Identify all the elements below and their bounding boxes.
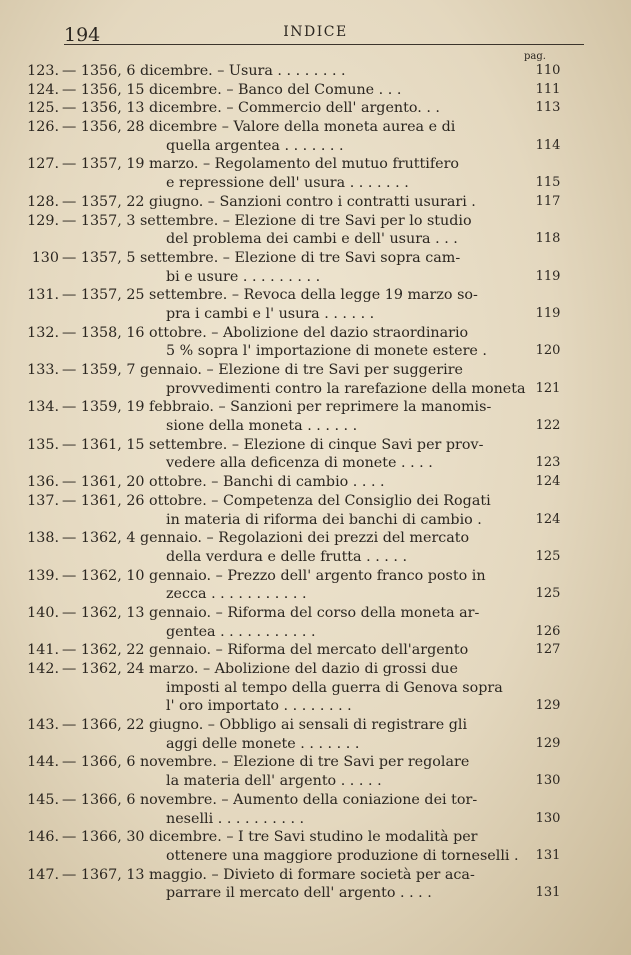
entry-number: 127. xyxy=(27,156,59,173)
entry-text: — 1366, 6 novembre. – Elezione di tre Savi per regolare xyxy=(62,754,470,771)
entry-text: — 1357, 22 giugno. – Sanzioni contro i contratti usurari . xyxy=(62,193,476,210)
entry-text: bi e usure . . . . . . . . . xyxy=(166,268,321,285)
entry-line xyxy=(0,380,631,399)
entry-line xyxy=(0,249,631,268)
entry-text: — 1362, 22 gennaio. – Riforma del mercato dell'argento xyxy=(62,642,469,659)
entry-page-number: 130 xyxy=(535,773,561,789)
entry-line xyxy=(0,753,631,772)
entry-page-number: 119 xyxy=(535,305,561,321)
entry-page-number: 130 xyxy=(535,810,561,826)
entry-text: — 1359, 19 febbraio. – Sanzioni per reprimere la manomis- xyxy=(62,399,492,416)
entry-line xyxy=(0,828,631,847)
entry-text: la materia dell' argento . . . . . xyxy=(166,773,382,790)
entry-text: — 1361, 15 settembre. – Elezione di cinque Savi per prov- xyxy=(62,436,484,453)
entry-line xyxy=(0,585,631,604)
entry-page-number: 124 xyxy=(535,474,561,490)
entry-text: — 1361, 26 ottobre. – Competenza del Consiglio dei Rogati xyxy=(62,492,491,509)
entry-page-number: 110 xyxy=(535,63,561,78)
page-header xyxy=(0,22,631,52)
entry-page-number: 115 xyxy=(535,175,561,191)
page-number: 194 xyxy=(64,24,101,46)
index-entry xyxy=(0,286,631,323)
entry-line xyxy=(0,324,631,343)
entry-line xyxy=(0,305,631,324)
entry-line xyxy=(0,810,631,829)
entry-line xyxy=(0,735,631,754)
entry-text: — 1361, 20 ottobre. – Banchi di cambio . . . . xyxy=(62,474,385,491)
entry-text: sione della moneta . . . . . . xyxy=(166,418,358,435)
entry-text: — 1356, 6 dicembre. – Usura . . . . . . . . xyxy=(62,63,346,79)
header-rule xyxy=(64,44,584,45)
entry-line xyxy=(0,174,631,193)
index-entry xyxy=(0,62,631,81)
index-entry xyxy=(0,604,631,641)
entry-text: imposti al tempo della guerra di Genova sopra xyxy=(166,679,503,696)
entry-text: neselli . . . . . . . . . . xyxy=(166,810,305,827)
entry-number: 137. xyxy=(27,492,59,509)
entry-line xyxy=(0,679,631,698)
entry-text: — 1356, 15 dicembre. – Banco del Comune . . . xyxy=(62,81,402,98)
entry-number: 124. xyxy=(27,81,59,98)
entry-line xyxy=(0,454,631,473)
entry-line xyxy=(0,417,631,436)
entry-line xyxy=(0,118,631,137)
entry-number: 144. xyxy=(27,754,59,771)
index-entry xyxy=(0,529,631,566)
entry-number: 125. xyxy=(27,100,59,117)
entry-line xyxy=(0,137,631,156)
entry-line xyxy=(0,716,631,735)
entry-text: della verdura e delle frutta . . . . . xyxy=(166,548,408,565)
entry-text: — 1356, 28 dicembre – Valore della moneta aurea e di xyxy=(62,119,456,136)
entry-line xyxy=(0,492,631,511)
entry-page-number: 122 xyxy=(535,418,561,434)
entry-page-number: 131 xyxy=(535,847,561,863)
entry-text: quella argentea . . . . . . . xyxy=(166,137,344,154)
index-entry xyxy=(0,436,631,473)
entry-text: parrare il mercato dell' argento . . . . xyxy=(166,885,432,902)
entry-number: 143. xyxy=(27,717,59,734)
entry-text: l' oro importato . . . . . . . . xyxy=(166,698,352,715)
entry-text: — 1357, 3 settembre. – Elezione di tre Savi per lo studio xyxy=(62,212,472,229)
entry-text: aggi delle monete . . . . . . . xyxy=(166,735,360,752)
entry-page-number: 129 xyxy=(535,698,561,714)
entry-page-number: 119 xyxy=(535,268,561,284)
entry-number: 140. xyxy=(27,604,59,621)
entry-page-number: 120 xyxy=(535,343,561,359)
entry-text: gentea . . . . . . . . . . . xyxy=(166,623,316,640)
index-entry xyxy=(0,398,631,435)
entry-text: del problema dei cambi e dell' usura . . . xyxy=(166,231,458,248)
entry-line xyxy=(0,212,631,231)
entry-line xyxy=(0,866,631,885)
index-entry xyxy=(0,155,631,192)
entry-number: 132. xyxy=(27,324,59,341)
entry-line xyxy=(0,286,631,305)
entry-text: pra i cambi e l' usura . . . . . . xyxy=(166,305,375,322)
entry-number: 146. xyxy=(27,829,59,846)
index-entry xyxy=(0,249,631,286)
index-entry xyxy=(0,492,631,529)
index-entry xyxy=(0,118,631,155)
index-entry xyxy=(0,660,631,716)
entry-line xyxy=(0,511,631,530)
entry-text: provvedimenti contro la rarefazione della moneta xyxy=(166,380,526,397)
entry-text: — 1359, 7 gennaio. – Elezione di tre Savi per suggerire xyxy=(62,362,463,378)
entry-line xyxy=(0,884,631,903)
index-entry xyxy=(0,99,631,118)
entry-line xyxy=(0,548,631,567)
entry-text: — 1366, 6 novembre. – Aumento della coniazione dei tor- xyxy=(62,791,478,808)
entry-line xyxy=(0,697,631,716)
entry-line xyxy=(0,62,631,81)
index-entry xyxy=(0,473,631,492)
entry-text: in materia di riforma dei banchi di cambio . xyxy=(166,511,482,528)
entry-text: e repressione dell' usura . . . . . . . xyxy=(166,175,409,192)
entry-page-number: 118 xyxy=(535,231,561,247)
entry-line xyxy=(0,193,631,212)
entry-line xyxy=(0,772,631,791)
entry-page-number: 125 xyxy=(535,548,561,564)
entry-number: 133. xyxy=(27,362,59,378)
entry-line xyxy=(0,529,631,548)
entry-number: 135. xyxy=(27,436,59,453)
entry-number: 136. xyxy=(27,474,59,491)
entry-line xyxy=(0,473,631,492)
entry-page-number: 129 xyxy=(535,735,561,751)
entry-page-number: 123 xyxy=(535,455,561,471)
entry-line xyxy=(0,268,631,287)
entry-line xyxy=(0,342,631,361)
index-entry xyxy=(0,641,631,660)
entry-line xyxy=(0,81,631,100)
entry-line xyxy=(0,155,631,174)
entry-text: — 1362, 13 gennaio. – Riforma del corso della moneta ar- xyxy=(62,604,480,621)
entry-line xyxy=(0,567,631,586)
entry-number: 147. xyxy=(27,866,59,883)
pag-column-label: pag. xyxy=(524,51,546,62)
entry-page-number: 114 xyxy=(535,137,561,153)
entry-line xyxy=(0,791,631,810)
entry-line xyxy=(0,436,631,455)
entry-line xyxy=(0,623,631,642)
entry-number: 134. xyxy=(27,399,59,416)
entry-number: 141. xyxy=(27,642,59,659)
entry-page-number: 111 xyxy=(535,81,561,97)
entry-page-number: 121 xyxy=(535,380,561,396)
entry-page-number: 131 xyxy=(535,885,561,901)
index-entry xyxy=(0,866,631,903)
index-entry xyxy=(0,716,631,753)
entry-text: zecca . . . . . . . . . . . xyxy=(166,586,307,603)
index-entry xyxy=(0,361,631,398)
entry-text: — 1356, 13 dicembre. – Commercio dell' argento. . . xyxy=(62,100,440,117)
entry-line xyxy=(0,398,631,417)
entry-line xyxy=(0,361,631,380)
entry-text: ottenere una maggiore produzione di torneselli . xyxy=(166,847,519,864)
index-entry xyxy=(0,81,631,100)
entry-line xyxy=(0,641,631,660)
entry-number: 123. xyxy=(27,63,59,79)
entry-text: — 1362, 10 gennaio. – Prezzo dell' argento franco posto in xyxy=(62,567,486,584)
entry-number: 139. xyxy=(27,567,59,584)
entry-text: — 1357, 25 settembre. – Revoca della legge 19 marzo so- xyxy=(62,287,478,304)
entry-page-number: 117 xyxy=(535,193,561,209)
entry-text: — 1362, 24 marzo. – Abolizione del dazio di grossi due xyxy=(62,661,458,677)
index-entries xyxy=(0,62,631,903)
entry-number: 130 xyxy=(31,249,59,266)
entry-number: 129. xyxy=(27,212,59,229)
entry-line xyxy=(0,847,631,866)
index-entry xyxy=(0,753,631,790)
entry-number: 145. xyxy=(27,791,59,808)
index-entry xyxy=(0,212,631,249)
entry-page-number: 124 xyxy=(535,511,561,527)
entry-number: 126. xyxy=(27,119,59,136)
entry-text: — 1358, 16 ottobre. – Abolizione del dazio straordinario xyxy=(62,324,469,341)
entry-number: 131. xyxy=(27,287,59,304)
entry-text: 5 % sopra l' importazione di monete estere . xyxy=(166,343,487,360)
entry-text: vedere alla deficenza di monete . . . . xyxy=(166,455,433,472)
index-entry xyxy=(0,828,631,865)
index-entry xyxy=(0,193,631,212)
entry-number: 128. xyxy=(27,193,59,210)
entry-text: — 1362, 4 gennaio. – Regolazioni dei prezzi del mercato xyxy=(62,530,470,547)
index-entry xyxy=(0,324,631,361)
entry-text: — 1357, 5 settembre. – Elezione di tre Savi sopra cam- xyxy=(62,249,461,266)
entry-line xyxy=(0,99,631,118)
entry-line xyxy=(0,604,631,623)
entry-text: — 1367, 13 maggio. – Divieto di formare società per aca- xyxy=(62,866,475,883)
entry-text: — 1357, 19 marzo. – Regolamento del mutuo fruttifero xyxy=(62,156,460,173)
entry-line xyxy=(0,230,631,249)
entry-number: 142. xyxy=(27,661,59,677)
index-entry xyxy=(0,567,631,604)
entry-page-number: 126 xyxy=(535,623,561,639)
entry-number: 138. xyxy=(27,530,59,547)
entry-text: — 1366, 22 giugno. – Obbligo ai sensali di registrare gli xyxy=(62,717,468,734)
page-title: INDICE xyxy=(283,24,348,40)
entry-page-number: 127 xyxy=(535,642,561,658)
entry-text: — 1366, 30 dicembre. – I tre Savi studino le modalità per xyxy=(62,829,478,846)
entry-line xyxy=(0,660,631,679)
entry-page-number: 125 xyxy=(535,586,561,602)
index-entry xyxy=(0,791,631,828)
entry-page-number: 113 xyxy=(535,100,561,116)
